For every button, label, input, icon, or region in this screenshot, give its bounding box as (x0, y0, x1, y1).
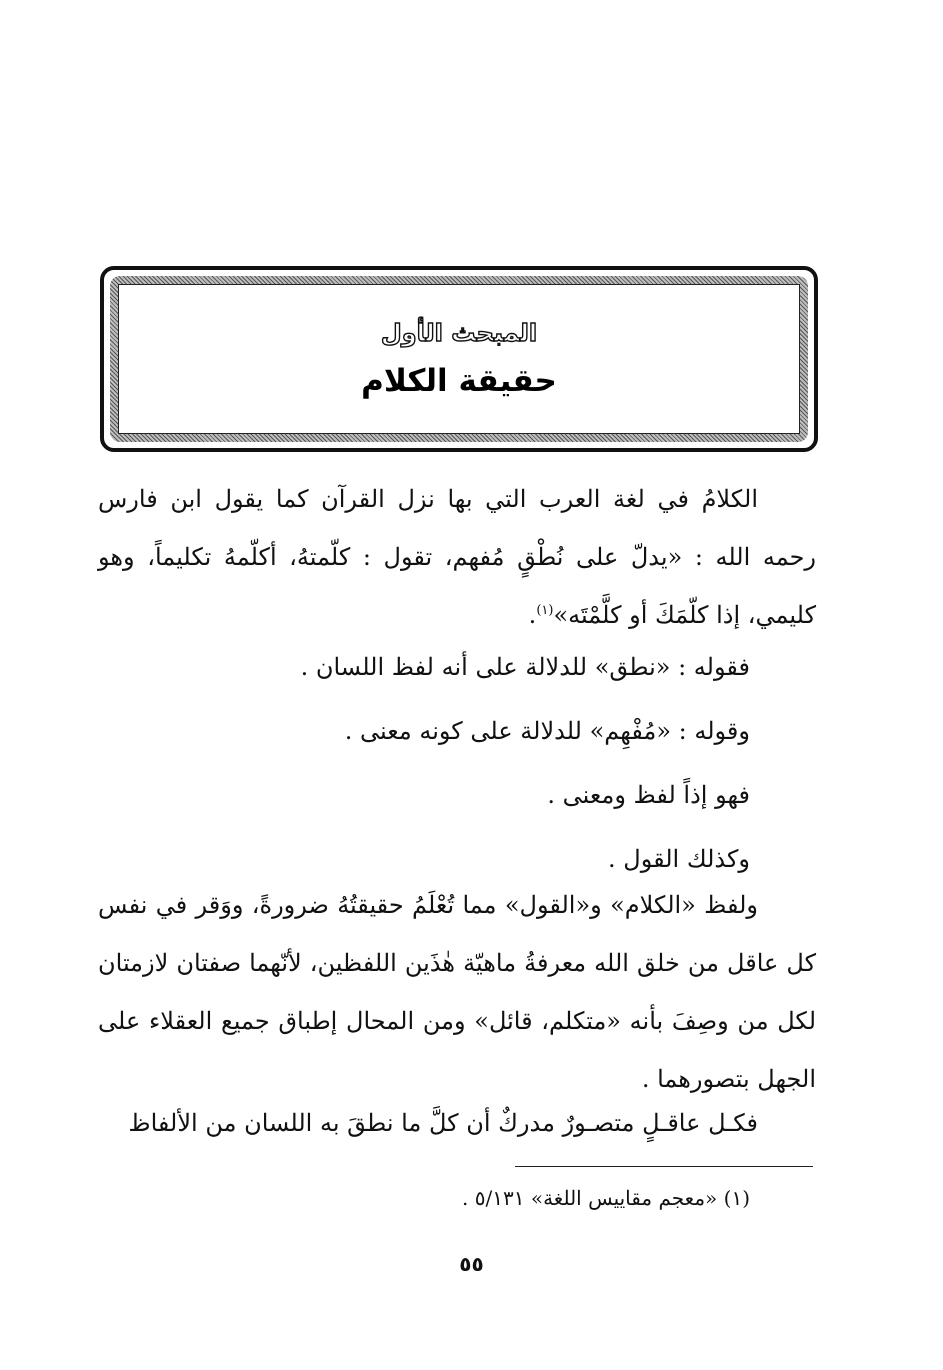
footnote-separator (515, 1166, 813, 1167)
paragraph-1 (98, 470, 816, 644)
line-qawl: وكذلك القول . (608, 845, 750, 873)
paragraph-1-text: الكلامُ في لغة العرب التي بها نزل القرآن كما يقول ابن فارس رحمه الله : «يدلّ على نُطْقٍ مُفهم، تقول : كلّمتهُ، أكلّمهُ تكليماً، وهو كليمي، إذا كلّمَكَ أو كلَّمْتَه» (98, 485, 816, 629)
header-inner-box (118, 284, 800, 434)
page-number: ٥٥ (459, 1252, 484, 1276)
line-mufhim: وقوله : «مُفْهِم» للدلالة على كونه معنى . (344, 717, 750, 745)
section-title: حقيقة الكلام (361, 363, 557, 399)
line-lafz-wa-mana: فهو إذاً لفظ ومعنى . (547, 781, 750, 809)
paragraph-3: فكـل عاقـلٍ متصـورٌ مدركٌ أن كلَّ ما نطقَ به اللسان من الألفاظ (128, 1109, 758, 1137)
paragraph-2: ولفظ «الكلام» و«القول» مما تُعْلَمُ حقيقتُهُ ضرورةً، ووَقر في نفس كل عاقل من خلق الله معرفةُ ماهيّة هٰذَين اللفظين، لأنّهما صفتان لازمتان لكل من وصِفَ بأنه «متكلم، قائل» ومن المحال إطباق جميع العقلاء على الجهل بتصورهما . (98, 891, 817, 1093)
line-nutq: فقوله : «نطق» للدلالة على أنه لفظ اللسان . (300, 653, 750, 681)
footnote: (١) «معجم مقاييس اللغة» ٥/١٣١ . (462, 1186, 750, 1210)
paragraph-1-end: . (528, 601, 537, 629)
footnote-reference: (١) (536, 603, 554, 618)
section-header-frame (100, 266, 818, 452)
section-label: المبحث الأول (380, 319, 538, 347)
